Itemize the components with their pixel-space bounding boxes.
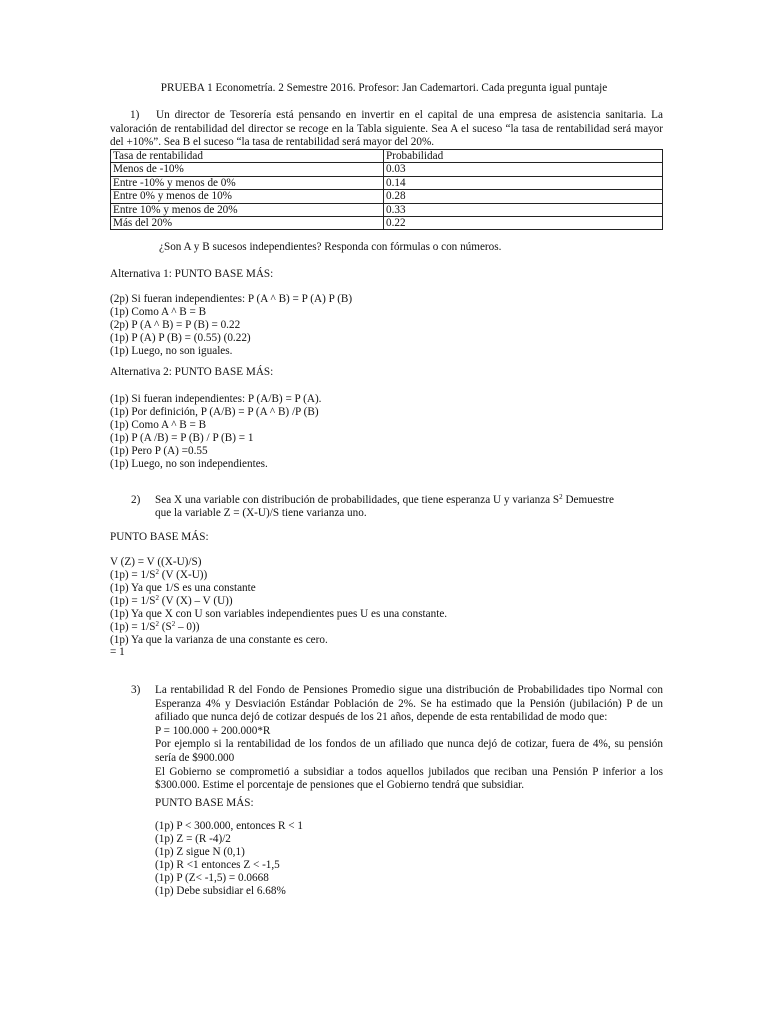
- table-cell: Entre 0% y menos de 10%: [111, 190, 384, 203]
- answer-line: (1p) Debe subsidiar el 6.68%: [155, 885, 286, 897]
- answer-line: (1p) Por definición, P (A/B) = P (A ^ B) /P (B): [110, 406, 319, 418]
- question-2-line-2: que la variable Z = (X-U)/S tiene varianza uno.: [155, 507, 367, 519]
- table-cell: 0.14: [384, 176, 663, 189]
- alternative-2-header: Alternativa 2: PUNTO BASE MÁS:: [110, 366, 274, 378]
- table-row: [111, 176, 663, 189]
- answer-line: V (Z) = V ((X-U)/S): [110, 556, 202, 568]
- answer-line: (1p) Pero P (A) =0.55: [110, 445, 208, 457]
- base-points-header: PUNTO BASE MÁS:: [155, 797, 254, 809]
- answer-line: (1p) P < 300.000, entonces R < 1: [155, 820, 303, 832]
- superscript: 2: [559, 493, 563, 501]
- table-row: [111, 163, 663, 176]
- answer-line: (1p) P (A) P (B) = (0.55) (0.22): [110, 332, 251, 344]
- table-row: [111, 217, 663, 230]
- answer-line: (1p) P (Z< -1,5) = 0.0668: [155, 872, 269, 884]
- table-cell: Entre -10% y menos de 0%: [111, 176, 384, 189]
- answer-line: (1p) Si fueran independientes: P (A/B) = P (A).: [110, 393, 322, 405]
- answer-text: (1p) = 1/S: [110, 595, 156, 607]
- question-3-paragraph: La rentabilidad R del Fondo de Pensiones Promedio sigue una distribución de Probabilidades tipo Normal con Esperanza 4% y Desviación Estándar Población de 2%. Se ha estimado que la Pensión (jubilación) P de un afiliado que nunca dejó de cotizar después de los 21 años, depende de esta rentabilidad de modo que:: [155, 684, 663, 724]
- superscript: 2: [171, 620, 176, 628]
- answer-text: – 0)): [175, 621, 200, 633]
- answer-line: [110, 595, 233, 609]
- question-2-number: 2): [131, 494, 141, 506]
- question-2-text: Sea X una variable con distribución de probabilidades, que tiene esperanza U y varianza S: [155, 494, 560, 506]
- answer-line: (2p) Si fueran independientes: P (A ^ B) = P (A) P (B): [110, 293, 353, 305]
- question-1-text: Un director de Tesorería está pensando en invertir en el capital de una empresa de asistencia sanitaria. La valoración de rentabilidad del director se recoge en la Tabla siguiente. Sea A el suceso “la tasa de rentabilidad será mayor del +10%”. Sea B el suceso “la tasa de rentabilidad será mayor del 20%.: [110, 109, 663, 149]
- base-points-header: PUNTO BASE MÁS:: [110, 531, 209, 543]
- question-2-text: Demuestre: [562, 494, 614, 506]
- answer-text: (1p) = 1/S: [110, 621, 156, 633]
- answer-line: (1p) Ya que 1/S es una constante: [110, 582, 256, 594]
- answer-text: (1p) = 1/S: [110, 569, 156, 581]
- table-cell: Más del 20%: [111, 217, 384, 230]
- question-3-paragraph: El Gobierno se comprometió a subsidiar a todos aquellos jubilados que reciban una Pensión P inferior a los $300.000. Estime el porcentaje de pensiones que el Gobierno tendrá que subsidiar.: [155, 765, 663, 792]
- table-cell: Entre 10% y menos de 20%: [111, 203, 384, 216]
- table-header-cell: Probabilidad: [384, 150, 663, 163]
- answer-line: (1p) R <1 entonces Z < -1,5: [155, 859, 280, 871]
- answer-line: (2p) P (A ^ B) = P (B) = 0.22: [110, 319, 241, 331]
- table-cell: Menos de -10%: [111, 163, 384, 176]
- table-cell: 0.03: [384, 163, 663, 176]
- answer-line: (1p) Luego, no son iguales.: [110, 345, 233, 357]
- question-1-number: 1): [130, 109, 140, 121]
- answer-line: (1p) Ya que X con U son variables independientes pues U es una constante.: [110, 608, 448, 620]
- answer-line: (1p) Z sigue N (0,1): [155, 846, 245, 858]
- table-header-row: [111, 150, 663, 163]
- question-3-statement: [155, 684, 663, 793]
- answer-line: [110, 621, 199, 635]
- question-3-number: 3): [131, 684, 141, 696]
- question-3-formula: P = 100.000 + 200.000*R: [155, 724, 271, 737]
- answer-line: (1p) Como A ^ B = B: [110, 306, 207, 318]
- question-1-prompt: ¿Son A y B sucesos independientes? Responda con fórmulas o con números.: [159, 241, 502, 253]
- answer-line: (1p) P (A /B) = P (B) / P (B) = 1: [110, 432, 254, 444]
- superscript: 2: [155, 594, 159, 602]
- answer-text: (V (X) – V (U)): [158, 595, 233, 607]
- answer-line: = 1: [110, 646, 125, 658]
- table-cell: 0.22: [384, 217, 663, 230]
- answer-line: (1p) Como A ^ B = B: [110, 419, 207, 431]
- answer-line: [110, 569, 207, 583]
- answer-text: (S: [158, 621, 172, 633]
- table-row: [111, 203, 663, 216]
- answer-line: (1p) Z = (R -4)/2: [155, 833, 231, 845]
- answer-line: (1p) Luego, no son independientes.: [110, 458, 268, 470]
- superscript: 2: [155, 568, 159, 576]
- question-3-paragraph: Por ejemplo si la rentabilidad de los fondos de un afiliado que nunca dejó de cotizar, fuera de 4%, su pensión sería de $900.000: [155, 738, 663, 764]
- alternative-1-header: Alternativa 1: PUNTO BASE MÁS:: [110, 268, 274, 280]
- table-row: [111, 190, 663, 203]
- exam-title: PRUEBA 1 Econometría. 2 Semestre 2016. Profesor: Jan Cademartori. Cada pregunta igual puntaje: [160, 82, 608, 94]
- table-header-cell: Tasa de rentabilidad: [111, 150, 384, 163]
- probability-table: [110, 149, 663, 230]
- answer-text: (V (X-U)): [158, 569, 208, 581]
- table-cell: 0.28: [384, 190, 663, 203]
- answer-line: (1p) Ya que la varianza de una constante es cero.: [110, 634, 328, 646]
- question-1-statement: [110, 109, 663, 150]
- table-cell: 0.33: [384, 203, 663, 216]
- question-2-line-1: [155, 494, 614, 508]
- superscript: 2: [155, 620, 159, 628]
